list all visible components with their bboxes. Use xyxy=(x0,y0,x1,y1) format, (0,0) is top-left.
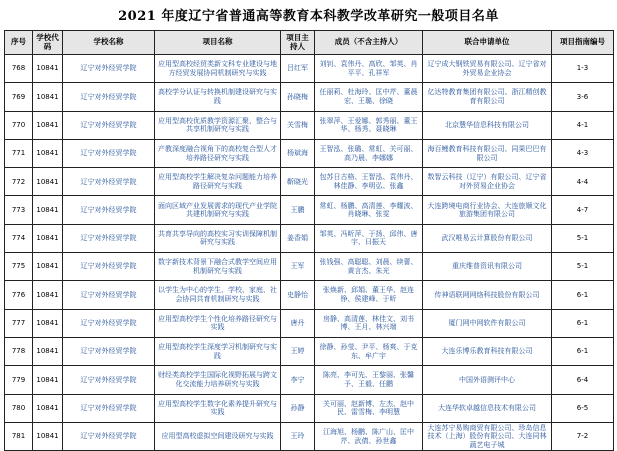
cell-no: 781 xyxy=(5,422,33,450)
cell-project-name: 应用型高校学生解决复杂问题能力培养路径研究与实践 xyxy=(155,168,281,196)
cell-no: 770 xyxy=(5,111,33,139)
cell-guide-no: 3-6 xyxy=(552,83,614,111)
cell-no: 769 xyxy=(5,83,33,111)
table-body xyxy=(5,55,614,451)
cell-guide-no: 5-1 xyxy=(552,224,614,252)
cell-leader: 史静怡 xyxy=(281,281,315,309)
header-school-name: 学校名称 xyxy=(63,31,155,55)
cell-members: 刘钊、袁伟丹、高欣、邹英、肖平平、孔祥军 xyxy=(315,55,423,83)
cell-no: 775 xyxy=(5,253,33,281)
cell-school-code: 10841 xyxy=(33,83,63,111)
cell-no: 777 xyxy=(5,309,33,337)
table-row xyxy=(5,309,614,337)
cell-school-name: 辽宁对外经贸学院 xyxy=(63,168,155,196)
cell-school-code: 10841 xyxy=(33,337,63,365)
cell-members: 关可丽、赵新博、左杰、赵中民、雷雪梅、李明慧 xyxy=(315,394,423,422)
project-table xyxy=(4,30,614,451)
cell-joint-unit: 数智云科技（辽宁）有限公司、辽宁省对外贸易企业协会 xyxy=(423,168,552,196)
cell-members: 江海旭、杨鹏、陈广山、匡中芹、武倩、孙世鑫 xyxy=(315,422,423,450)
cell-school-code: 10841 xyxy=(33,394,63,422)
cell-no: 776 xyxy=(5,281,33,309)
table-row xyxy=(5,168,614,196)
cell-members: 王智泓、张璐、常虹、关可丽、高乃晨、李娜娜 xyxy=(315,139,423,167)
cell-project-name: 数字新技术背景下融合式教学空间应用机制研究与实践 xyxy=(155,253,281,281)
header-guide-no: 项目指南编号 xyxy=(552,31,614,55)
cell-joint-unit: 大连苏宁易购商贸有限公司、珍岛信息技术（上海）股份有限公司、大连同林蔬艺电子城 xyxy=(423,422,552,450)
cell-joint-unit: 传神语联网网络科技股份有限公司 xyxy=(423,281,552,309)
cell-school-name: 辽宁对外经贸学院 xyxy=(63,337,155,365)
cell-members: 张翠萍、王爱娜、郭秀丽、董王华、杨秀、聂晓琳 xyxy=(315,111,423,139)
cell-guide-no: 6-4 xyxy=(552,366,614,394)
cell-leader: 王鹏 xyxy=(281,196,315,224)
cell-school-name: 辽宁对外经贸学院 xyxy=(63,309,155,337)
cell-project-name: 应用型高校虚拟空间建设研究与实践 xyxy=(155,422,281,450)
header-school-code: 学校代码 xyxy=(33,31,63,55)
cell-leader: 王婷 xyxy=(281,337,315,365)
cell-school-code: 10841 xyxy=(33,111,63,139)
cell-school-code: 10841 xyxy=(33,139,63,167)
cell-joint-unit: 武汉唯易云计算股份有限公司 xyxy=(423,224,552,252)
cell-guide-no: 4-4 xyxy=(552,168,614,196)
cell-guide-no: 5-1 xyxy=(552,253,614,281)
cell-school-name: 辽宁对外经贸学院 xyxy=(63,83,155,111)
cell-project-name: 应用型高校学生个性化培养路径研究与实践 xyxy=(155,309,281,337)
table-row xyxy=(5,224,614,252)
cell-no: 779 xyxy=(5,366,33,394)
cell-joint-unit: 辽宁成大钢铁贸易有限公司、辽宁省对外贸易企业协会 xyxy=(423,55,552,83)
cell-joint-unit: 重庆维普资讯有限公司 xyxy=(423,253,552,281)
cell-school-name: 辽宁对外经贸学院 xyxy=(63,281,155,309)
cell-school-name: 辽宁对外经贸学院 xyxy=(63,111,155,139)
cell-joint-unit: 海百鲤教育科技有限公司、同果巴巴有限公司 xyxy=(423,139,552,167)
cell-guide-no: 6-1 xyxy=(552,337,614,365)
cell-project-name: 财经类高校学生国际化视野拓展与跨文化交流能力培养研究与实践 xyxy=(155,366,281,394)
table-row xyxy=(5,253,614,281)
cell-joint-unit: 大连乐博乐教育科技有限公司 xyxy=(423,337,552,365)
cell-project-name: 高校学分认证与转换机制建设研究与实践 xyxy=(155,83,281,111)
table-row xyxy=(5,83,614,111)
cell-joint-unit: 亿达特教育集团有限公司、浙江精创教育有限公司 xyxy=(423,83,552,111)
cell-leader: 王军 xyxy=(281,253,315,281)
header-leader: 项目主持人 xyxy=(281,31,315,55)
cell-school-name: 辽宁对外经贸学院 xyxy=(63,55,155,83)
cell-guide-no: 6-1 xyxy=(552,281,614,309)
cell-school-name: 辽宁对外经贸学院 xyxy=(63,139,155,167)
header-members: 成员（不含主持人） xyxy=(315,31,423,55)
cell-guide-no: 7-2 xyxy=(552,422,614,450)
cell-members: 张焕新、邱娟、董王华、赵连铮、侯建峰、于昕 xyxy=(315,281,423,309)
cell-school-name: 辽宁对外经贸学院 xyxy=(63,196,155,224)
cell-no: 780 xyxy=(5,394,33,422)
cell-school-code: 10841 xyxy=(33,196,63,224)
table-row xyxy=(5,422,614,450)
cell-members: 徐静、孙莹、尹平、杨爽、于克东、牟广宇 xyxy=(315,337,423,365)
cell-members: 邹英、冯昕萍、于扬、邱伟、唐宇、曰振天 xyxy=(315,224,423,252)
cell-members: 张钱强、高聪聪、刘晨、续蕾、黄言杰、朱光 xyxy=(315,253,423,281)
cell-leader: 孙晓梅 xyxy=(281,83,315,111)
cell-project-name: 应用型高校优质教学资源汇聚、整合与共享机制研究与实践 xyxy=(155,111,281,139)
cell-project-name: 以学生为中心的学生、学校、家庭、社会协同共育机制研究与实践 xyxy=(155,281,281,309)
cell-guide-no: 6-5 xyxy=(552,394,614,422)
cell-school-name: 辽宁对外经贸学院 xyxy=(63,394,155,422)
cell-members: 任丽莉、杜海玲、匡中芹、董晨宏、王璐、徐晓 xyxy=(315,83,423,111)
cell-school-name: 辽宁对外经贸学院 xyxy=(63,224,155,252)
cell-guide-no: 4-1 xyxy=(552,111,614,139)
cell-school-code: 10841 xyxy=(33,168,63,196)
cell-joint-unit: 厦门网中网软件有限公司 xyxy=(423,309,552,337)
cell-school-name: 辽宁对外经贸学院 xyxy=(63,253,155,281)
cell-members: 包苏日古格、王智泓、袁伟丹、林佳静、李明弘、张鑫 xyxy=(315,168,423,196)
cell-school-code: 10841 xyxy=(33,253,63,281)
cell-school-code: 10841 xyxy=(33,422,63,450)
table-row xyxy=(5,55,614,83)
cell-leader: 李宁 xyxy=(281,366,315,394)
cell-joint-unit: 中国外语测评中心 xyxy=(423,366,552,394)
cell-leader: 杨斌海 xyxy=(281,139,315,167)
cell-guide-no: 4-3 xyxy=(552,139,614,167)
cell-school-code: 10841 xyxy=(33,55,63,83)
cell-project-name: 产教深度融合视角下的高校复合型人才培养路径研究与实践 xyxy=(155,139,281,167)
cell-school-code: 10841 xyxy=(33,281,63,309)
table-row xyxy=(5,394,614,422)
cell-no: 768 xyxy=(5,55,33,83)
cell-guide-no: 1-3 xyxy=(552,55,614,83)
cell-joint-unit: 北京慧华信息科技有限公司 xyxy=(423,111,552,139)
cell-guide-no: 6-1 xyxy=(552,309,614,337)
table-row xyxy=(5,337,614,365)
cell-no: 774 xyxy=(5,224,33,252)
table-row xyxy=(5,366,614,394)
cell-members: 常虹、杨鹏、高清莲、李耀波、肖晓琳、张雯 xyxy=(315,196,423,224)
cell-leader: 孙静 xyxy=(281,394,315,422)
table-header-row xyxy=(5,31,614,55)
cell-members: 房静、高清莲、林佳文、刘书博、王月、林兴端 xyxy=(315,309,423,337)
cell-no: 778 xyxy=(5,337,33,365)
cell-no: 773 xyxy=(5,196,33,224)
table-row xyxy=(5,196,614,224)
table-row xyxy=(5,139,614,167)
cell-project-name: 共育共享导向的高校实习实训保障机制研究与实践 xyxy=(155,224,281,252)
header-project-name: 项目名称 xyxy=(155,31,281,55)
table-row xyxy=(5,281,614,309)
cell-school-name: 辽宁对外经贸学院 xyxy=(63,366,155,394)
cell-leader: 王玲 xyxy=(281,422,315,450)
cell-leader: 姜香娟 xyxy=(281,224,315,252)
cell-no: 771 xyxy=(5,139,33,167)
cell-joint-unit: 大连华软卓越信息技术有限公司 xyxy=(423,394,552,422)
cell-leader: 吕红军 xyxy=(281,55,315,83)
cell-no: 772 xyxy=(5,168,33,196)
cell-guide-no: 4-7 xyxy=(552,196,614,224)
cell-leader: 关雪梅 xyxy=(281,111,315,139)
cell-leader: 唐丹 xyxy=(281,309,315,337)
page-title: 2021 年度辽宁省普通高等教育本科教学改革研究一般项目名单 xyxy=(118,9,499,24)
cell-school-code: 10841 xyxy=(33,224,63,252)
cell-school-code: 10841 xyxy=(33,309,63,337)
cell-project-name: 面向区域产业发展需求的现代产业学院共建机制研究与实践 xyxy=(155,196,281,224)
cell-leader: 靳晓光 xyxy=(281,168,315,196)
cell-school-name: 辽宁对外经贸学院 xyxy=(63,422,155,450)
table-row xyxy=(5,111,614,139)
cell-project-name: 应用型高校经贸类新文科专业建设与地方经贸发展协同机制研究与实践 xyxy=(155,55,281,83)
header-no: 序号 xyxy=(5,31,33,55)
header-joint-unit: 联合申请单位 xyxy=(423,31,552,55)
cell-project-name: 应用型高校学生数字化素养提升研究与实践 xyxy=(155,394,281,422)
cell-members: 陈亮、李可先、王黎丽、张馨予、王毅、任鹏 xyxy=(315,366,423,394)
cell-project-name: 应用型高校学生深度学习机制研究与实践 xyxy=(155,337,281,365)
cell-school-code: 10841 xyxy=(33,366,63,394)
cell-joint-unit: 大连跨境电商行业协会、大连旅顺文化旅游集团有限公司 xyxy=(423,196,552,224)
